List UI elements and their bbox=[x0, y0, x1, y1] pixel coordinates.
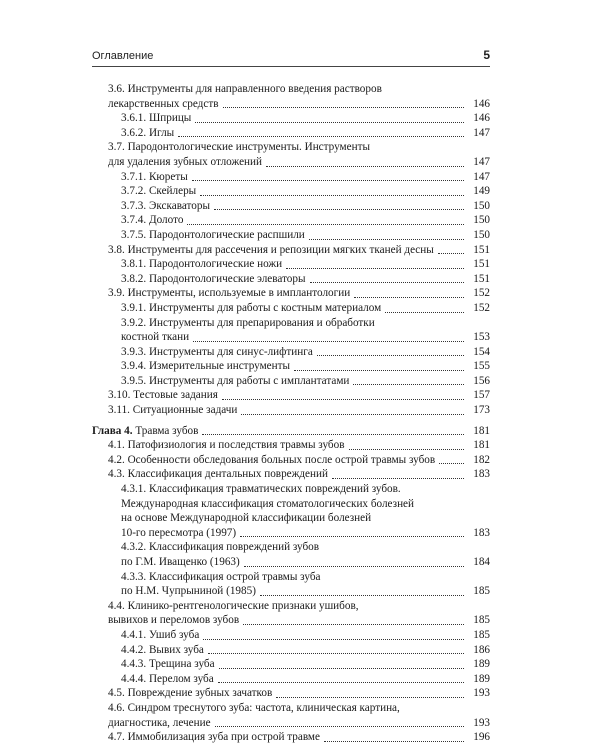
toc-line bbox=[92, 199, 490, 214]
dot-leader bbox=[241, 414, 464, 415]
toc-line bbox=[92, 716, 490, 731]
dot-leader bbox=[202, 434, 464, 435]
toc-line bbox=[92, 111, 490, 126]
toc-entry bbox=[92, 570, 490, 599]
toc-entry bbox=[92, 686, 490, 701]
toc-entry bbox=[92, 388, 490, 403]
toc-page-number: 193 bbox=[473, 687, 490, 700]
running-header: Оглавление bbox=[92, 50, 154, 62]
dot-leader bbox=[439, 463, 464, 464]
toc-entry-text: 4.5. Повреждение зубных зачатков bbox=[108, 687, 273, 700]
toc-line bbox=[92, 613, 490, 628]
toc-page-number: 185 bbox=[473, 585, 490, 598]
toc-entry bbox=[92, 184, 490, 199]
toc-line bbox=[92, 359, 490, 374]
toc-line bbox=[92, 155, 490, 170]
toc-entry-text: по Н.М. Чупрыниной (1985) bbox=[121, 585, 256, 598]
toc-entry-text: 3.7.3. Экскаваторы bbox=[121, 199, 210, 212]
toc-entry bbox=[92, 424, 490, 439]
toc-page-number: 181 bbox=[473, 424, 490, 437]
dot-leader bbox=[349, 449, 465, 450]
toc-page-number: 150 bbox=[473, 228, 490, 241]
toc-entry bbox=[92, 453, 490, 468]
toc-entry-text: для удаления зубных отложений bbox=[108, 155, 263, 168]
toc-page-number: 183 bbox=[473, 526, 490, 539]
dot-leader bbox=[193, 341, 464, 342]
toc-entry-text: 3.6.1. Шприцы bbox=[121, 112, 192, 125]
toc-entry-text: по Г.М. Иващенко (1963) bbox=[121, 556, 240, 568]
toc-page-number: 182 bbox=[473, 453, 490, 466]
toc-entry-text: 3.7. Пародонтологические инструменты. Инструменты bbox=[108, 141, 370, 154]
toc-page-number: 152 bbox=[473, 287, 490, 300]
toc-page-number: 149 bbox=[473, 185, 490, 198]
toc-entry-text: 3.7.2. Скейлеры bbox=[121, 185, 197, 198]
toc-page-number: 156 bbox=[473, 374, 490, 387]
dot-leader bbox=[203, 639, 464, 640]
toc-entry-text: 4.3.1. Классификация травматических повреждений зубов. bbox=[121, 483, 401, 496]
toc-entry bbox=[92, 140, 490, 169]
dot-leader bbox=[286, 268, 464, 269]
toc-entry-text: 3.9.2. Инструменты для препарирования и обработки bbox=[121, 316, 375, 329]
dot-leader bbox=[218, 682, 464, 683]
toc-entry-text: 4.4.1. Ушиб зуба bbox=[121, 628, 200, 641]
toc-line bbox=[92, 82, 490, 97]
toc-entry-text: 3.9. Инструменты, используемые в имплантологии bbox=[108, 287, 351, 300]
toc-page-number: 193 bbox=[473, 716, 490, 729]
toc-entry-text: вывихов и переломов зубов bbox=[108, 614, 240, 627]
toc-line bbox=[92, 584, 490, 599]
toc-entry bbox=[92, 599, 490, 628]
toc-entry bbox=[92, 228, 490, 243]
toc-entry bbox=[92, 359, 490, 374]
toc-entry-text: 3.9.1. Инструменты для работы с костным материалом bbox=[121, 301, 382, 314]
toc-entry bbox=[92, 272, 490, 287]
toc-entry bbox=[92, 628, 490, 643]
toc-entry-text: 3.6.2. Иглы bbox=[121, 126, 175, 139]
toc-entry-text: 4.3.2. Классификация повреждений зубов bbox=[121, 541, 320, 554]
toc-line bbox=[92, 345, 490, 360]
toc-line bbox=[92, 599, 490, 614]
toc-entry bbox=[92, 213, 490, 228]
toc-line bbox=[92, 467, 490, 482]
dot-leader bbox=[324, 741, 464, 742]
toc-entry-text: 4.4.3. Трещина зуба bbox=[121, 658, 215, 671]
toc-page-number: 181 bbox=[473, 439, 490, 452]
toc-line bbox=[92, 243, 490, 258]
toc-entry-text: на основе Международной классификации болезней bbox=[121, 512, 372, 525]
toc-page-number: 189 bbox=[473, 658, 490, 671]
toc-line bbox=[92, 570, 490, 585]
toc-line bbox=[92, 301, 490, 316]
dot-leader bbox=[219, 668, 464, 669]
toc-entry bbox=[92, 438, 490, 453]
toc-line bbox=[92, 286, 490, 301]
toc-entry-text: 3.8.2. Пародонтологические элеваторы bbox=[121, 272, 306, 285]
toc-line bbox=[92, 526, 490, 541]
toc-entry bbox=[92, 345, 490, 360]
toc-line bbox=[92, 184, 490, 199]
toc-page-number: 147 bbox=[473, 126, 490, 139]
toc-line bbox=[92, 686, 490, 701]
toc-entry-text: 4.1. Патофизиология и последствия травмы зубов bbox=[108, 439, 345, 452]
toc-line bbox=[92, 482, 490, 497]
toc-line bbox=[92, 497, 490, 512]
dot-leader bbox=[353, 384, 464, 385]
toc-page-number: 185 bbox=[473, 614, 490, 627]
toc-entry bbox=[92, 301, 490, 316]
toc-page-number: 146 bbox=[473, 97, 490, 110]
toc-entry-text: 4.4. Клинико-рентгенологические признаки ушибов, bbox=[108, 599, 359, 612]
toc-page-number: 146 bbox=[473, 112, 490, 125]
toc-entry bbox=[92, 467, 490, 482]
dot-leader bbox=[214, 209, 464, 210]
toc-line bbox=[92, 388, 490, 403]
toc-line bbox=[92, 643, 490, 658]
toc-entry bbox=[92, 672, 490, 687]
toc-line bbox=[92, 657, 490, 672]
toc-page-number: 155 bbox=[473, 360, 490, 373]
toc-page-number: 196 bbox=[473, 731, 490, 744]
chapter-label: Глава 4. bbox=[92, 424, 133, 437]
toc-entry-text: 3.6. Инструменты для направленного введения растворов bbox=[108, 83, 382, 95]
toc-entry-text: 3.9.5. Инструменты для работы с имплантатами bbox=[121, 374, 350, 387]
toc-entry-text: 3.8.1. Пародонтологические ножи bbox=[121, 258, 283, 271]
toc-line bbox=[92, 555, 490, 570]
toc-entry-text: Международная классификация стоматологических болезней bbox=[121, 497, 415, 510]
toc-entry bbox=[92, 170, 490, 185]
toc-line bbox=[92, 403, 490, 418]
toc-entry-text: 3.11. Ситуационные задачи bbox=[108, 404, 238, 417]
dot-leader bbox=[317, 355, 464, 356]
toc-line bbox=[92, 140, 490, 155]
toc-entry-text: 4.2. Особенности обследования больных после острой травмы зубов bbox=[108, 453, 436, 466]
toc-page-number: 154 bbox=[473, 345, 490, 358]
dot-leader bbox=[223, 107, 465, 108]
toc-entry bbox=[92, 126, 490, 141]
dot-leader bbox=[178, 136, 464, 137]
toc-line bbox=[92, 257, 490, 272]
header-rule bbox=[92, 66, 490, 67]
toc-entry-text: 10-го пересмотра (1997) bbox=[121, 526, 237, 539]
toc-page-number: 173 bbox=[473, 404, 490, 417]
toc-entry bbox=[92, 111, 490, 126]
dot-leader bbox=[332, 478, 464, 479]
toc-line bbox=[92, 540, 490, 555]
toc-page-number: 150 bbox=[473, 214, 490, 227]
dot-leader bbox=[438, 253, 464, 254]
toc-page-number: 183 bbox=[473, 468, 490, 481]
toc-entry-text: 3.9.4. Измерительные инструменты bbox=[121, 360, 291, 373]
toc-entry-text: 3.7.5. Пародонтологические распшили bbox=[121, 228, 305, 241]
toc-entry-text: лекарственных средств bbox=[108, 97, 219, 110]
toc-entry-text: 3.7.4. Долото bbox=[121, 214, 184, 227]
toc-line bbox=[92, 97, 490, 112]
toc-line bbox=[92, 228, 490, 243]
toc-line bbox=[92, 511, 490, 526]
toc-line bbox=[92, 126, 490, 141]
page-number: 5 bbox=[483, 48, 490, 62]
dot-leader bbox=[244, 566, 464, 567]
toc-entry-text: 4.3. Классификация дентальных повреждений bbox=[108, 468, 328, 481]
toc-entry-text: 3.8. Инструменты для рассечения и репозиции мягких тканей десны bbox=[108, 243, 434, 256]
toc-entry bbox=[92, 643, 490, 658]
toc-page-number: 186 bbox=[473, 643, 490, 656]
toc-line bbox=[92, 374, 490, 389]
toc-page-number: 157 bbox=[473, 389, 490, 402]
dot-leader bbox=[243, 624, 464, 625]
toc-page-number: 152 bbox=[473, 301, 490, 314]
dot-leader bbox=[276, 697, 464, 698]
dot-leader bbox=[309, 239, 464, 240]
toc-line bbox=[92, 701, 490, 716]
toc-line bbox=[92, 424, 490, 439]
table-of-contents bbox=[92, 82, 490, 745]
toc-entry-text: 3.9.3. Инструменты для синус-лифтинга bbox=[121, 345, 313, 358]
dot-leader bbox=[240, 536, 464, 537]
toc-entry-text: 4.3.3. Классификация острой травмы зуба bbox=[121, 570, 321, 583]
toc-line bbox=[92, 213, 490, 228]
toc-entry-text: диагностика, лечение bbox=[108, 716, 211, 729]
toc-line bbox=[92, 628, 490, 643]
dot-leader bbox=[195, 122, 464, 123]
toc-line bbox=[92, 438, 490, 453]
dot-leader bbox=[187, 224, 464, 225]
dot-leader bbox=[192, 180, 464, 181]
toc-entry bbox=[92, 257, 490, 272]
toc-entry bbox=[92, 482, 490, 540]
toc-page-number: 189 bbox=[473, 672, 490, 685]
toc-entry bbox=[92, 286, 490, 301]
toc-page-number: 153 bbox=[473, 331, 490, 344]
toc-line bbox=[92, 272, 490, 287]
toc-entry-text: 4.7. Иммобилизация зуба при острой травме bbox=[108, 731, 320, 744]
toc-page-number: 151 bbox=[473, 272, 490, 285]
toc-entry bbox=[92, 82, 490, 111]
toc-entry-text: Глава 4. Травма зубов bbox=[92, 424, 199, 437]
toc-entry bbox=[92, 403, 490, 418]
toc-entry-text: 3.7.1. Кюреты bbox=[121, 170, 188, 183]
toc-page-number: 147 bbox=[473, 170, 490, 183]
dot-leader bbox=[208, 653, 464, 654]
toc-page-number: 151 bbox=[473, 243, 490, 256]
toc-entry bbox=[92, 730, 490, 745]
toc-entry bbox=[92, 657, 490, 672]
toc-entry bbox=[92, 243, 490, 258]
toc-line bbox=[92, 316, 490, 331]
toc-page-number: 151 bbox=[473, 258, 490, 271]
dot-leader bbox=[260, 595, 464, 596]
dot-leader bbox=[294, 370, 464, 371]
toc-page-number: 147 bbox=[473, 155, 490, 168]
toc-entry bbox=[92, 701, 490, 730]
toc-entry-text: костной ткани bbox=[121, 331, 190, 344]
toc-entry bbox=[92, 316, 490, 345]
dot-leader bbox=[385, 312, 464, 313]
toc-entry-text: 4.4.4. Перелом зуба bbox=[121, 672, 214, 685]
toc-line bbox=[92, 453, 490, 468]
toc-entry-text: 4.4.2. Вывих зуба bbox=[121, 643, 204, 656]
toc-line bbox=[92, 730, 490, 745]
dot-leader bbox=[215, 726, 464, 727]
dot-leader bbox=[222, 399, 464, 400]
toc-page-number: 185 bbox=[473, 628, 490, 641]
toc-entry-text: 3.10. Тестовые задания bbox=[108, 389, 218, 402]
toc-page-number: 150 bbox=[473, 199, 490, 212]
dot-leader bbox=[310, 282, 464, 283]
toc-line bbox=[92, 672, 490, 687]
toc-entry bbox=[92, 374, 490, 389]
toc-line bbox=[92, 330, 490, 345]
toc-entry bbox=[92, 540, 490, 569]
dot-leader bbox=[266, 166, 464, 167]
dot-leader bbox=[200, 195, 464, 196]
toc-page-number: 184 bbox=[473, 556, 490, 568]
toc-line bbox=[92, 170, 490, 185]
dot-leader bbox=[354, 297, 464, 298]
toc-entry bbox=[92, 199, 490, 214]
toc-entry-text: 4.6. Синдром треснутого зуба: частота, клиническая картина, bbox=[108, 701, 400, 714]
